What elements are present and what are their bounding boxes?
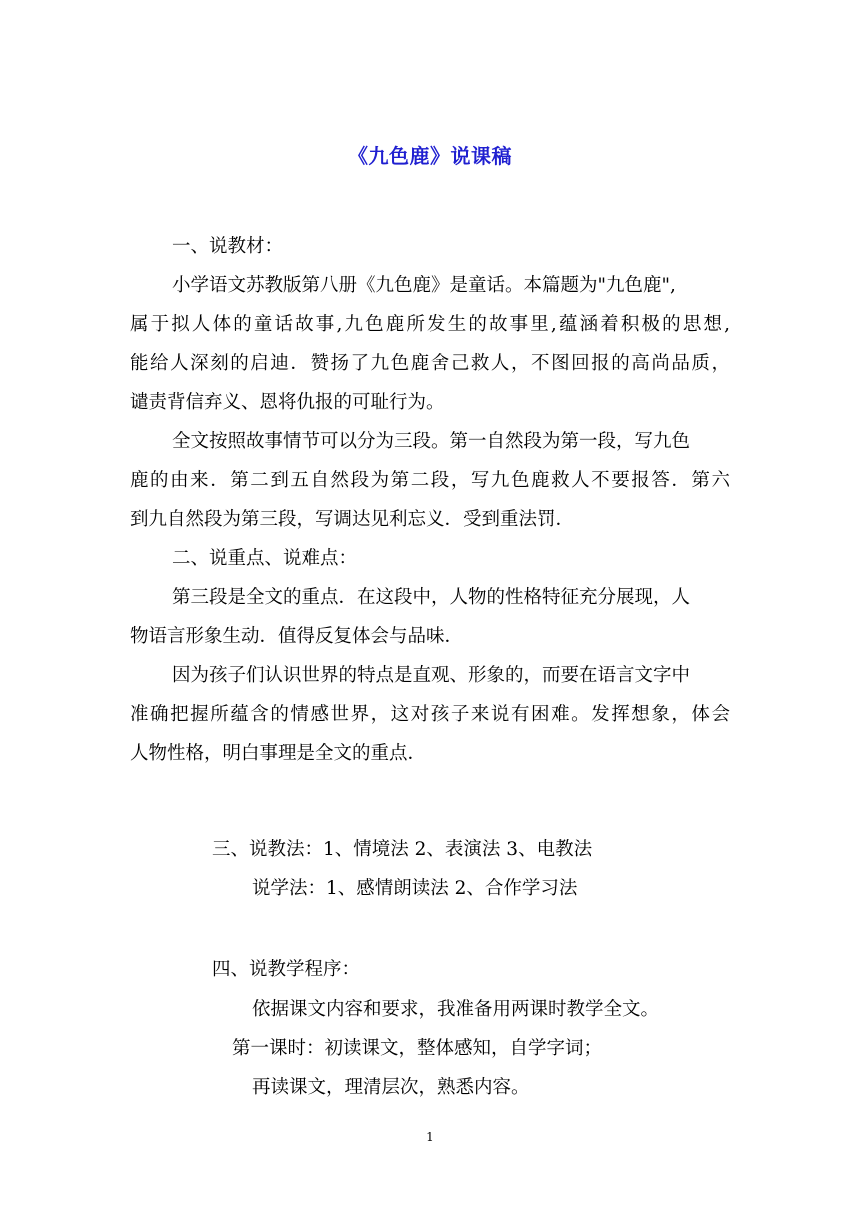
paragraph-line: 准确把握所蕴含的情感世界，这对孩子来说有困难。发挥想象，体会 [130,704,730,725]
page-number: 1 [426,1130,434,1144]
paragraph-line: 谴责背信弃义、恩将仇报的可耻行为。 [130,392,445,413]
paragraph-line: 依据课文内容和要求，我准备用两课时教学全文。 [252,999,660,1020]
paragraph-line: 人物性格，明白事理是全文的重点． [130,743,427,764]
paragraph-line: 小学语文苏教版第八册《九色鹿》是童话。本篇题为"九色鹿", [172,275,676,296]
paragraph-line: 因为孩子们认识世界的特点是直观、形象的，而要在语言文字中 [172,665,691,686]
section-heading-1: 一、说教材： [172,236,284,257]
paragraph-line: 第三段是全文的重点．在这段中，人物的性格特征充分展现，人 [172,587,691,608]
paragraph-line: 到九自然段为第三段，写调达见利忘义．受到重法罚． [130,509,575,530]
paragraph-line: 说学法：1、感情朗读法 2、合作学习法 [252,878,578,899]
paragraph-line: 全文按照故事情节可以分为三段。第一自然段为第一段，写九色 [172,431,691,452]
section-heading-2: 二、说重点、说难点： [172,548,358,569]
paragraph-line: 第一课时：初读课文，整体感知，自学字词； [232,1038,603,1059]
paragraph-line: 属于拟人体的童话故事,九色鹿所发生的故事里,蕴涵着积极的思想, [130,314,730,335]
document-title: 《九色鹿》说课稿 [348,144,512,168]
paragraph-line: 鹿的由来．第二到五自然段为第二段，写九色鹿救人不要报答．第六 [130,470,730,491]
section-heading-4: 四、说教学程序： [212,959,361,980]
section-heading-3: 三、说教法：1、情境法 2、表演法 3、电教法 [212,839,593,860]
paragraph-line: 能给人深刻的启迪．赞扬了九色鹿舍己救人，不图回报的高尚品质， [130,353,730,374]
paragraph-line: 物语言形象生动．值得反复体会与品味． [130,626,464,647]
paragraph-line: 再读课文，理清层次，熟悉内容。 [252,1077,530,1098]
